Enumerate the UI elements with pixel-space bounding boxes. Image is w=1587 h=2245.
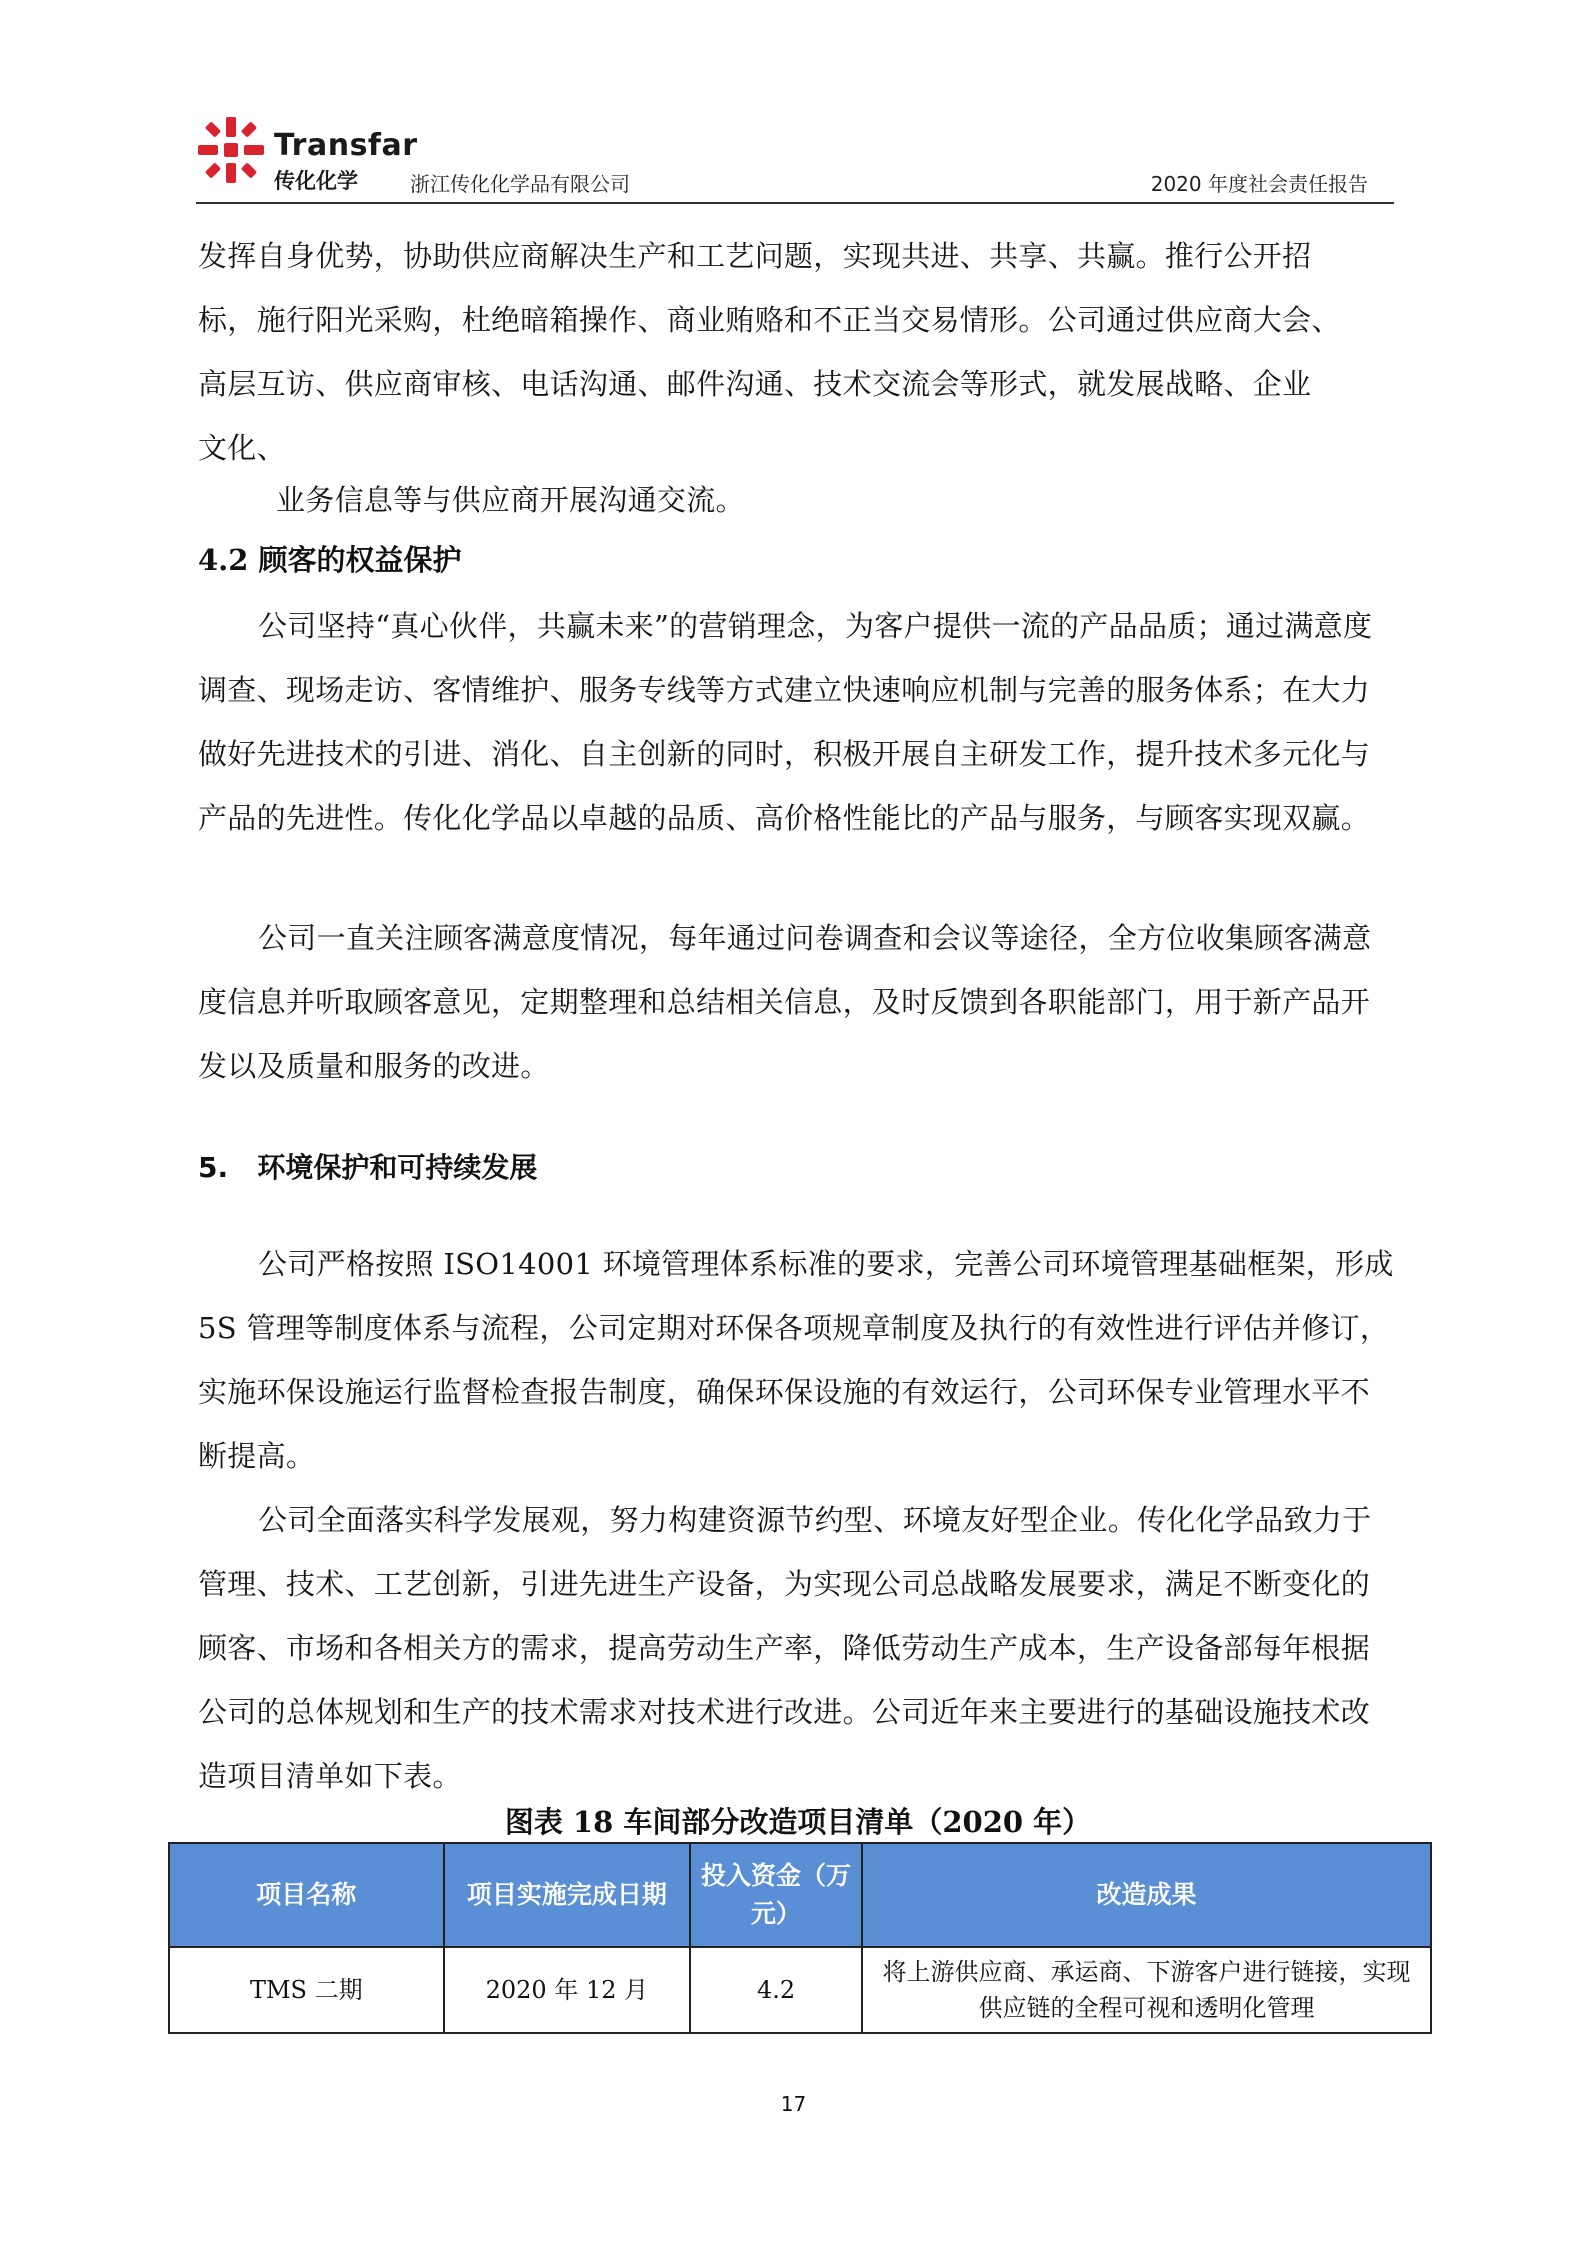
report-title: 2020 年度社会责任报告 — [1150, 172, 1368, 196]
transfar-logo-icon — [196, 115, 266, 185]
section-5-heading: 5. 环境保护和可持续发展 — [198, 1151, 538, 1184]
text-line: 标，施行阳光采购，杜绝暗箱操作、商业贿赂和不正当交易情形。公司通过供应商大会、 — [198, 303, 1341, 337]
column-header-completion-date: 项目实施完成日期 — [444, 1843, 691, 1947]
cell-project-name: TMS 二期 — [169, 1947, 444, 2033]
table-caption: 图表 18 车间部分改造项目清单（2020 年） — [504, 1805, 1092, 1839]
paragraph-supplier-communication: 业务信息等与供应商开展沟通交流。 — [276, 483, 745, 517]
paragraph-customer-satisfaction: 公司一直关注顾客满意度情况，每年通过问卷调查和会议等途径，全方位收集顾客满意度信息并听取顾客意见，定期整理和总结相关信息，及时反馈到各职能部门，用于新产品开发以及质量和服务的改进。 — [198, 921, 1372, 1083]
cell-outcome: 将上游供应商、承运商、下游客户进行链接，实现供应链的全程可视和透明化管理 — [862, 1947, 1431, 2033]
heading-4-2: 4.2 顾客的权益保护 — [198, 543, 462, 577]
column-header-outcome: 改造成果 — [862, 1843, 1431, 1947]
page-header — [196, 110, 1394, 204]
text-line: 文化、 — [198, 431, 286, 465]
text-line: 高层互访、供应商审核、电话沟通、邮件沟通、技术交流会等形式，就发展战略、企业 — [198, 367, 1312, 401]
paragraph-development: 公司全面落实科学发展观，努力构建资源节约型、环境友好型企业。传化化学品致力于管理、技术、工艺创新，引进先进生产设备，为实现公司总战略发展要求，满足不断变化的顾客、市场和各相关方的需求，提高劳动生产率，降低劳动生产成本，生产设备部每年根据公司的总体规划和生产的技术需求对技术进行改进。公司近年来主要进行的基础设施技术改造项目清单如下表。 — [198, 1503, 1372, 1793]
projects-table — [168, 1842, 1432, 2034]
table-header-row — [169, 1843, 1431, 1947]
paragraph-iso14001: 公司严格按照 ISO14001 环境管理体系标准的要求，完善公司环境管理基础框架，形成 5S 管理等制度体系与流程，公司定期对环保各项规章制度及执行的有效性进行评估并修订，实施环保设施运行监督检查报告制度，确保环保设施的有效运行，公司环保专业管理水平不断提高。 — [198, 1247, 1394, 1473]
page-number: 17 — [780, 2092, 807, 2116]
column-header-project-name: 项目名称 — [169, 1843, 444, 1947]
column-header-investment: 投入资金（万元） — [690, 1843, 862, 1947]
cell-investment: 4.2 — [690, 1947, 862, 2033]
brand-name-cn: 传化化学 — [274, 169, 358, 193]
cell-completion-date: 2020 年 12 月 — [444, 1947, 691, 2033]
text-line: 发挥自身优势，协助供应商解决生产和工艺问题，实现共进、共享、共赢。推行公开招 — [198, 239, 1312, 273]
company-name: 浙江传化化学品有限公司 — [410, 172, 630, 196]
paragraph-customer-philosophy: 公司坚持“真心伙伴，共赢未来”的营销理念，为客户提供一流的产品品质；通过满意度调查、现场走访、客情维护、服务专线等方式建立快速响应机制与完善的服务体系；在大力做好先进技术的引进、消化、自主创新的同时，积极开展自主研发工作，提升技术多元化与产品的先进性。传化化学品以卓越的品质、高价格性能比的产品与服务，与顾客实现双赢。 — [198, 609, 1373, 835]
paragraph-suppliers — [198, 224, 1398, 480]
brand-name-en: Transfar — [274, 128, 418, 163]
table-row — [169, 1947, 1431, 2033]
